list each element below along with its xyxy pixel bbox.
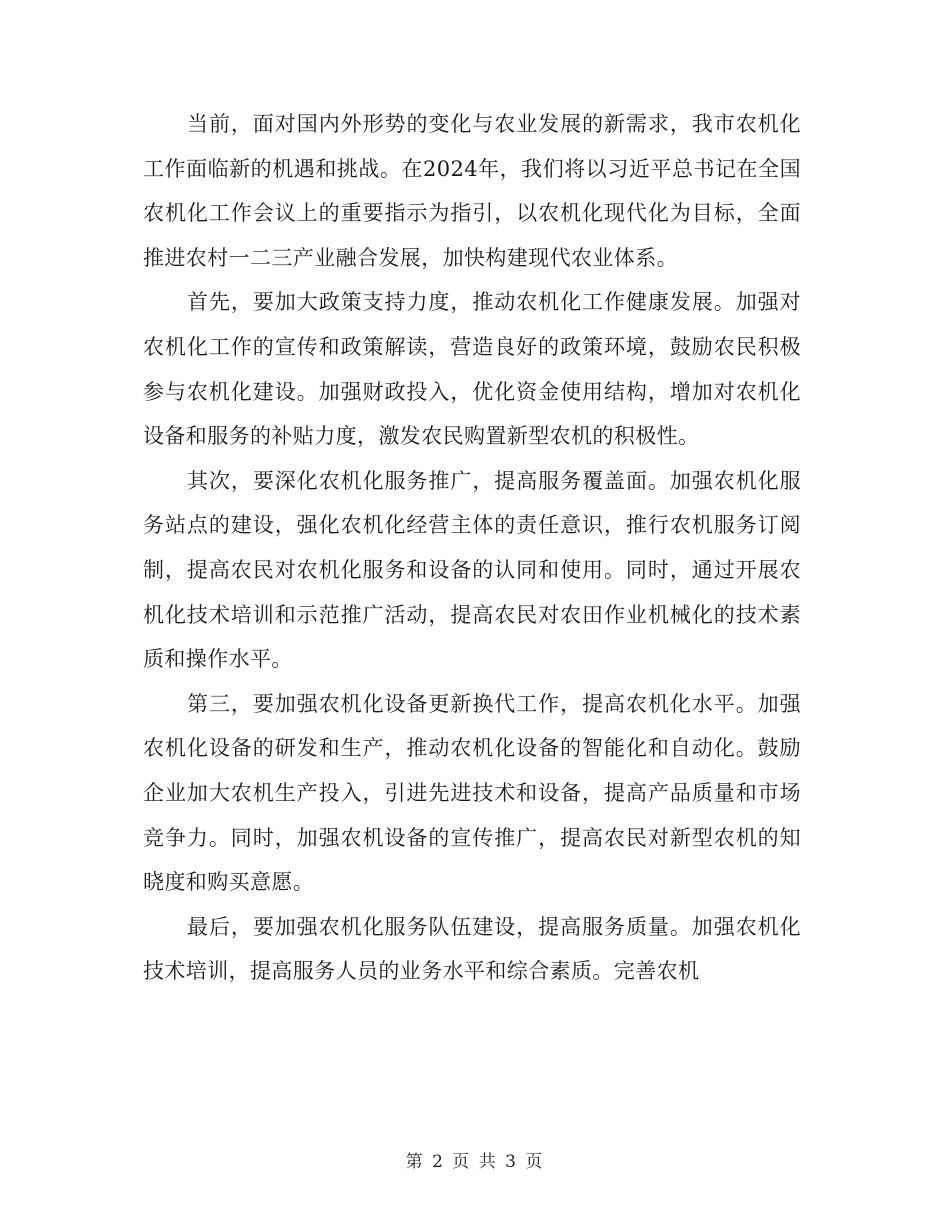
- document-body: [143, 102, 801, 994]
- paragraph-intro: 当前，面对国内外形势的变化与农业发展的新需求，我市农机化工作面临新的机遇和挑战。在2024年，我们将以习近平总书记在全国农机化工作会议上的重要指示为指引，以农机化现代化为目标，全面推进农村一二三产业融合发展，加快构建现代农业体系。: [143, 112, 801, 270]
- paragraph-first: 首先，要加大政策支持力度，推动农机化工作健康发展。加强对农机化工作的宣传和政策解读，营造良好的政策环境，鼓励农民积极参与农机化建设。加强财政投入，优化资金使用结构，增加对农机化设备和服务的补贴力度，激发农民购置新型农机的积极性。: [143, 290, 801, 449]
- page-number-footer: 第 2 页 共 3 页: [405, 1152, 545, 1172]
- paragraph-second: 其次，要深化农机化服务推广，提高服务覆盖面。加强农机化服务站点的建设，强化农机化经营主体的责任意识，推行农机服务订阅制，提高农民对农机化服务和设备的认同和使用。同时，通过开展农机化技术培训和示范推广活动，提高农民对农田作业机械化的技术素质和操作水平。: [143, 468, 801, 672]
- paragraph-last: 最后，要加强农机化服务队伍建设，提高服务质量。加强农机化技术培训，提高服务人员的业务水平和综合素质。完善农机: [143, 914, 801, 984]
- paragraph-third: 第三，要加强农机化设备更新换代工作，提高农机化水平。加强农机化设备的研发和生产，推动农机化设备的智能化和自动化。鼓励企业加大农机生产投入，引进先进技术和设备，提高产品质量和市场竞争力。同时，加强农机设备的宣传推广，提高农民对新型农机的知晓度和购买意愿。: [143, 691, 801, 895]
